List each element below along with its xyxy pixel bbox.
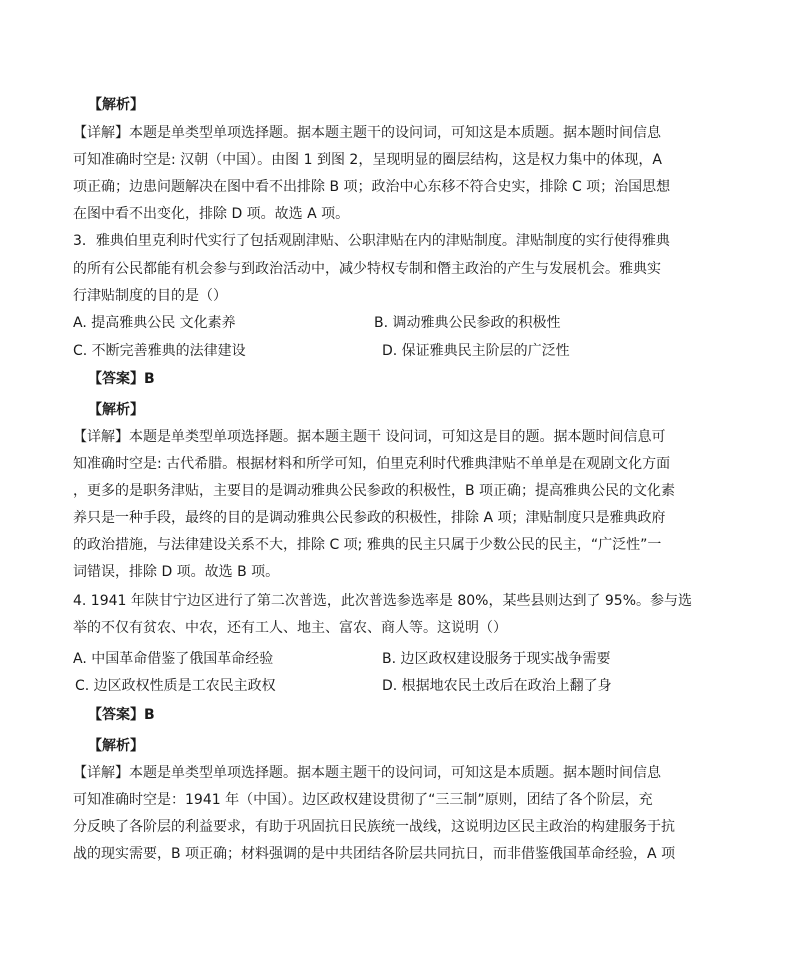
q4-stem-line: 4. 1941 年陕甘宁边区进行了第二次普选，此次普选参选率是 80%，某些县则达到了 95%。参与选 — [73, 593, 693, 609]
q2-detail-line: 项正确；边患问题解决在图中看不出排除 B 项；政治中心东移不符合史实，排除 C 项；治国思想 — [73, 179, 671, 195]
q3-stem-line: 3．雅典伯里克利时代实行了包括观剧津贴、公职津贴在内的津贴制度。津贴制度的实行使得雅典 — [73, 233, 670, 249]
q3-stem-line: 的所有公民都能有机会参与到政治活动中，减少特权专制和僭主政治的产生与发展机会。雅典实 — [73, 261, 661, 277]
q4-stem-line: 举的不仅有贫农、中农，还有工人、地主、富农、商人等。这说明（） — [73, 620, 507, 636]
q3-stem-line: 行津贴制度的目的是（） — [73, 288, 227, 304]
q4-detail-line: 【详解】本题是单类型单项选择题。据本题主题干的设问词，可知这是本质题。据本题时间信息 — [73, 765, 661, 781]
q3-option-d: D. 保证雅典民主阶层的广泛性 — [382, 343, 570, 359]
q4-analysis-label: 【解析】 — [88, 738, 144, 754]
q2-detail-line: 可知准确时空是: 汉朝（中国）。由图 1 到图 2，呈现明显的圈层结构，这是权力集中的体现，A — [73, 152, 662, 168]
q4-option-d: D. 根据地农民土改后在政治上翻了身 — [382, 678, 612, 694]
q3-detail-line: ，更多的是职务津贴，主要目的是调动雅典公民参政的积极性，B 项正确；提高雅典公民的文化素 — [73, 483, 676, 499]
q4-option-b: B. 边区政权建设服务于现实战争需要 — [382, 651, 611, 667]
q3-detail-line: 的政治措施，与法律建设关系不大，排除 C 项; 雅典的民主只属于少数公民的民主，“广泛性”一 — [73, 537, 662, 553]
q4-answer: 【答案】B — [88, 707, 155, 723]
q3-answer: 【答案】B — [88, 371, 155, 387]
q3-detail-line: 【详解】本题是单类型单项选择题。据本题主题干 设问词，可知这是目的题。据本题时间信息可 — [73, 429, 666, 445]
q4-option-a: A. 中国革命借鉴了俄国革命经验 — [73, 651, 274, 667]
q4-detail-line: 分反映了各阶层的利益要求，有助于巩固抗日民族统一战线，这说明边区民主政治的构建服务于抗 — [73, 819, 675, 835]
q3-detail-line: 词错误，排除 D 项。故选 B 项。 — [73, 564, 280, 580]
q2-detail-line: 在图中看不出变化，排除 D 项。故选 A 项。 — [73, 206, 350, 222]
q3-detail-line: 养只是一种手段，最终的目的是调动雅典公民参政的积极性，排除 A 项；津贴制度只是雅典政府 — [73, 510, 666, 526]
q3-option-b: B. 调动雅典公民参政的积极性 — [374, 315, 561, 331]
q3-analysis-label: 【解析】 — [88, 402, 144, 418]
q3-detail-line: 知准确时空是: 古代希腊。根据材料和所学可知，伯里克利时代雅典津贴不单单是在观剧文化方面 — [73, 456, 671, 472]
q2-detail-line: 【详解】本题是单类型单项选择题。据本题主题干的设问词，可知这是本质题。据本题时间信息 — [73, 125, 661, 141]
q3-option-c: C. 不断完善雅典的法律建设 — [73, 343, 246, 359]
q4-detail-line: 可知准确时空是：1941 年（中国）。边区政权建设贯彻了“三三制”原则，团结了各个阶层，充 — [73, 792, 653, 808]
q2-analysis-label: 【解析】 — [88, 97, 144, 113]
q4-option-c: C. 边区政权性质是工农民主政权 — [75, 678, 276, 694]
q4-detail-line: 战的现实需要，B 项正确；材料强调的是中共团结各阶层共同抗日，而非借鉴俄国革命经验，A 项 — [73, 846, 676, 862]
q3-option-a: A. 提高雅典公民 文化素养 — [73, 315, 236, 331]
